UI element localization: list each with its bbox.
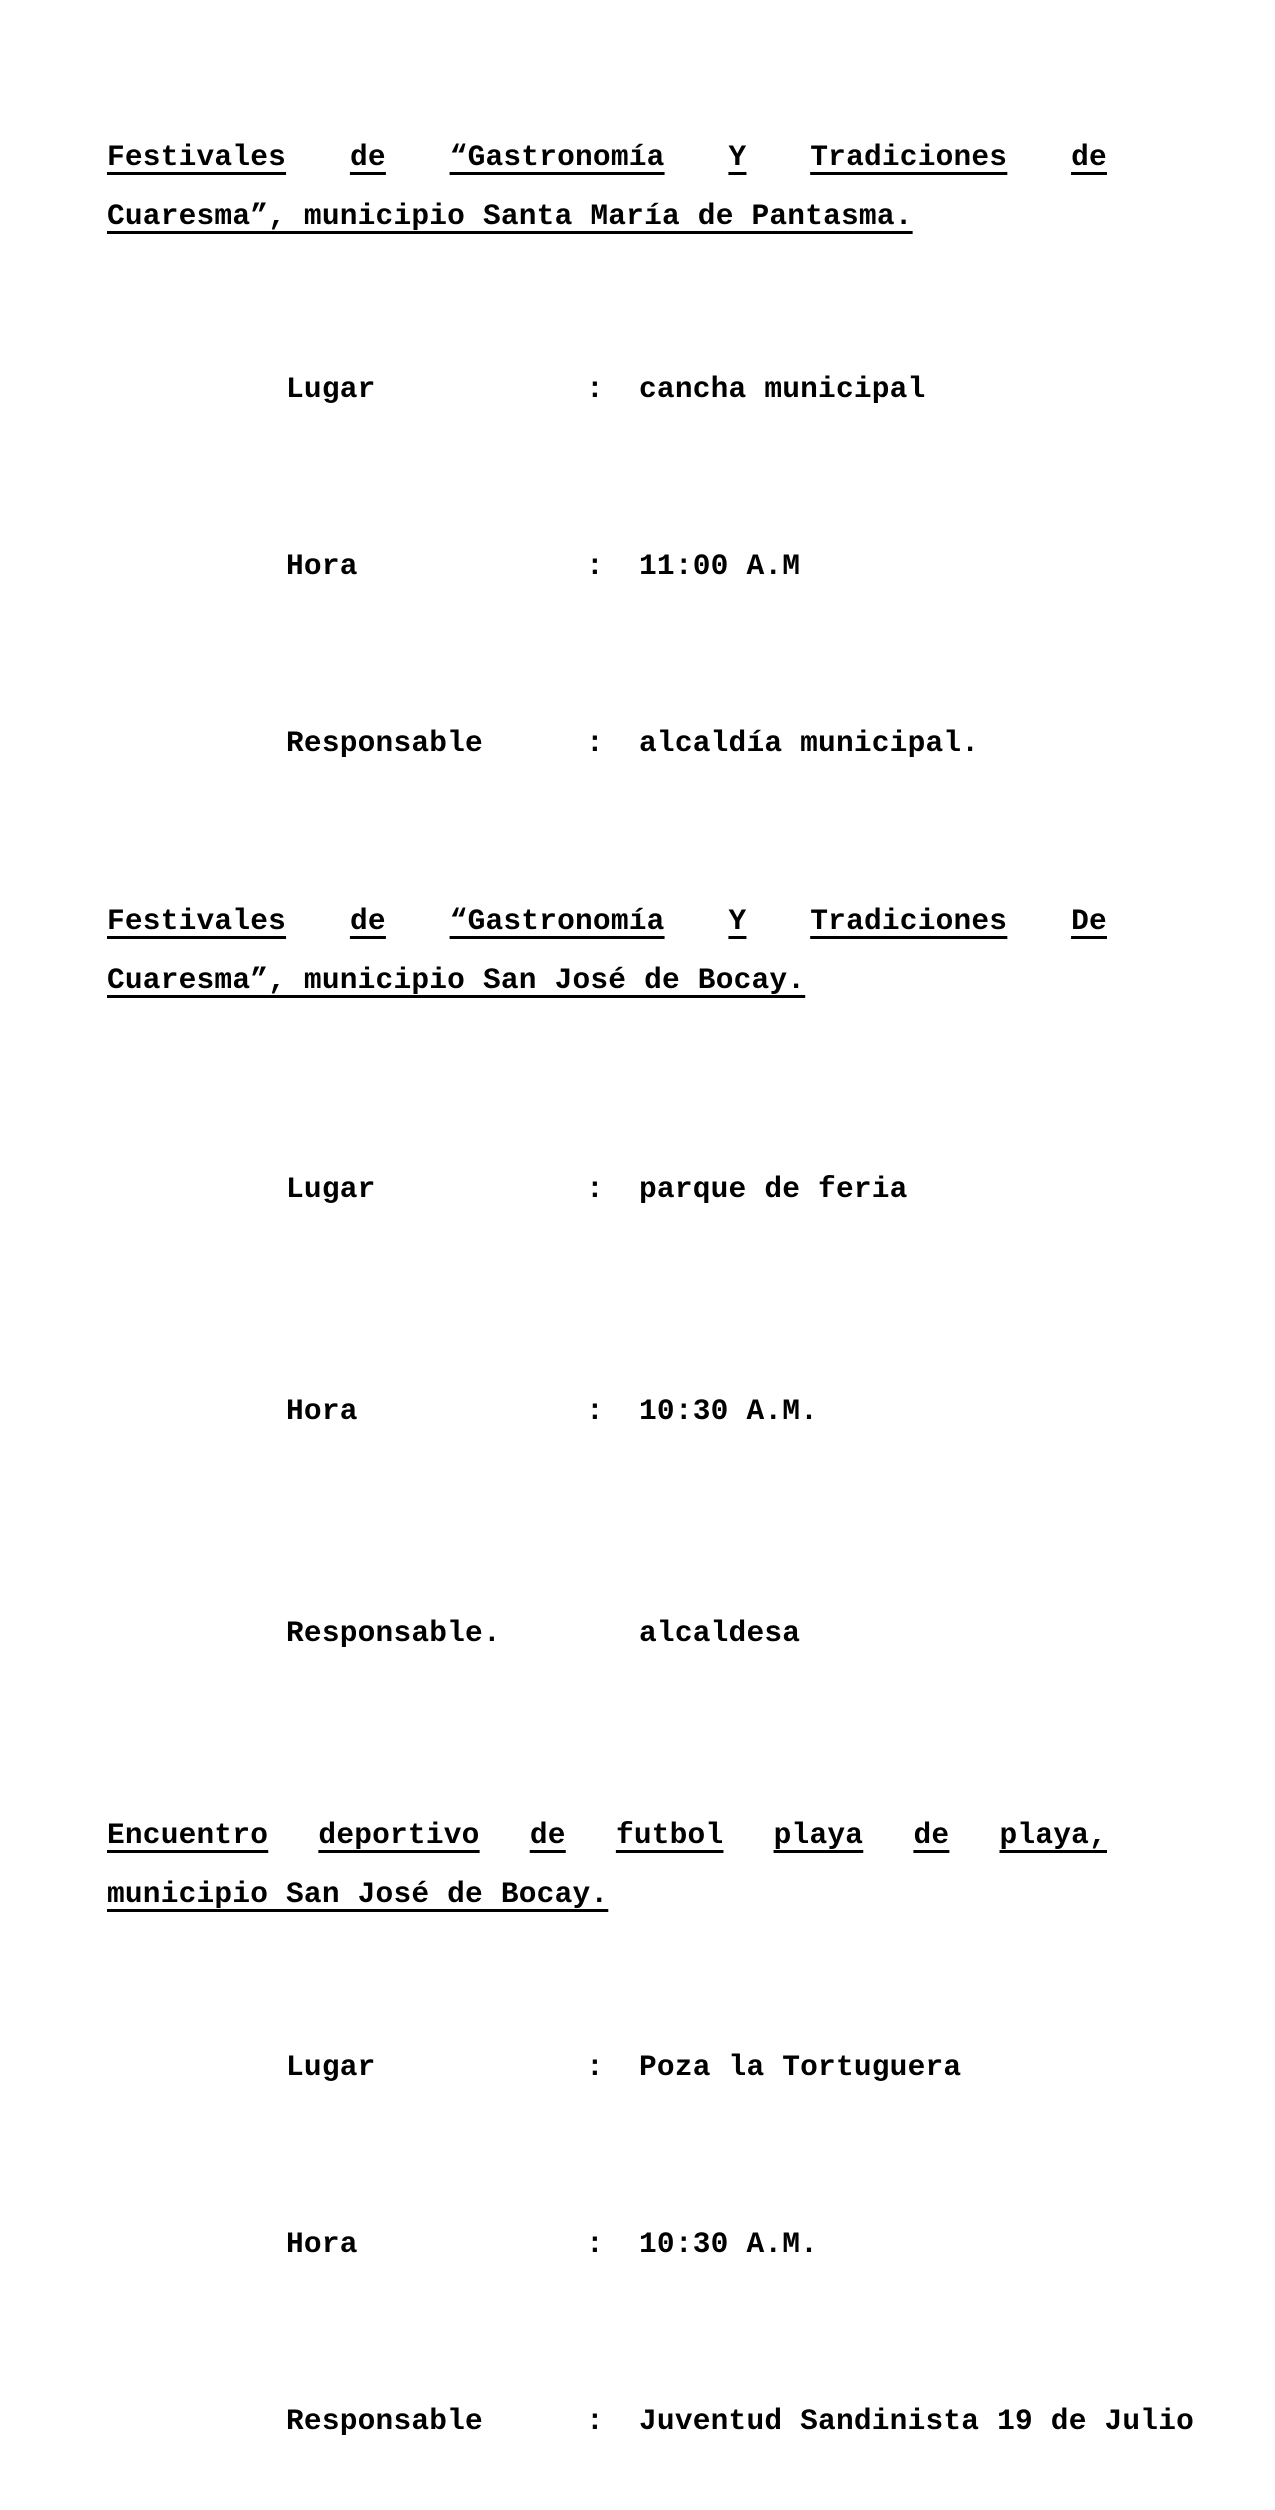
event-heading-line-1 [107,1806,1107,1865]
detail-label: Hora [286,549,358,583]
detail-label: Responsable [286,726,483,760]
heading-word: “Gastronomía [449,904,665,938]
event-details [107,301,1107,832]
heading-word: deportivo [318,1818,480,1852]
event-heading [107,128,1107,246]
heading-word: Tradiciones [810,140,1008,174]
document-body [107,128,1195,2510]
detail-row-responsable [107,655,1107,832]
heading-word: Y [728,904,747,938]
spacer [107,1924,1107,1979]
heading-word: playa, [999,1818,1107,1852]
detail-separator: : [586,2404,604,2438]
detail-separator: : [586,1394,604,1428]
heading-word: de [529,1818,566,1852]
detail-row-hora [107,1300,1107,1522]
event-block [107,892,1107,1744]
detail-row-lugar [107,1078,1107,1300]
detail-row-hora [107,478,1107,655]
detail-value: parque de feria [639,1172,908,1206]
detail-value: Poza la Tortuguera [639,2050,962,2084]
detail-row-lugar [107,1979,1107,2156]
detail-value: 10:30 A.M. [639,1394,819,1428]
event-heading-line-2: Cuaresma”, municipio Santa María de Pantasma. [107,199,913,233]
heading-word: Encuentro [107,1818,269,1852]
spacer [107,832,1107,892]
detail-label: Hora [286,1394,358,1428]
detail-separator: : [586,1172,604,1206]
heading-word: playa [773,1818,864,1852]
event-heading [107,892,1107,1010]
detail-value: cancha municipal [639,372,926,406]
detail-separator: : [586,549,604,583]
detail-label: Responsable [286,2404,483,2438]
detail-label: Responsable. [286,1616,501,1650]
detail-separator: : [586,372,604,406]
detail-row-responsable [107,2333,1195,2510]
detail-label: Lugar [286,1172,376,1206]
detail-separator: : [586,2050,604,2084]
detail-label: Lugar [286,372,376,406]
event-heading-line-2: municipio San José de Bocay. [107,1877,609,1911]
detail-row-hora [107,2156,1107,2333]
heading-word: de [349,904,386,938]
detail-separator: : [586,726,604,760]
detail-label: Hora [286,2227,358,2261]
heading-word: de [349,140,386,174]
heading-word: Festivales [107,904,287,938]
spacer [107,1010,1107,1078]
detail-value: 11:00 A.M [639,549,801,583]
detail-row-lugar [107,301,1107,478]
heading-word: Festivales [107,140,287,174]
event-details [107,1078,1107,1744]
event-block [107,128,1107,832]
event-details [107,1979,1195,2510]
heading-word: Tradiciones [810,904,1008,938]
detail-value: Juventud Sandinista 19 de Julio [639,2404,1195,2438]
event-heading-line-1 [107,128,1107,187]
event-heading-line-2: Cuaresma”, municipio San José de Bocay. [107,963,806,997]
detail-label: Lugar [286,2050,376,2084]
event-heading [107,1806,1107,1924]
detail-row-responsable [107,1522,1107,1744]
event-heading-line-1 [107,892,1107,951]
detail-value: alcaldía municipal. [639,726,980,760]
heading-word: de [1071,140,1107,174]
heading-word: De [1071,904,1107,938]
spacer [107,246,1107,301]
heading-word: “Gastronomía [449,140,665,174]
detail-separator: : [586,2227,604,2261]
detail-value: alcaldesa [639,1616,801,1650]
event-block [107,1806,1195,2510]
heading-word: de [913,1818,950,1852]
heading-word: futbol [615,1818,724,1852]
detail-value: 10:30 A.M. [639,2227,819,2261]
heading-word: Y [728,140,747,174]
spacer [107,1744,1107,1806]
